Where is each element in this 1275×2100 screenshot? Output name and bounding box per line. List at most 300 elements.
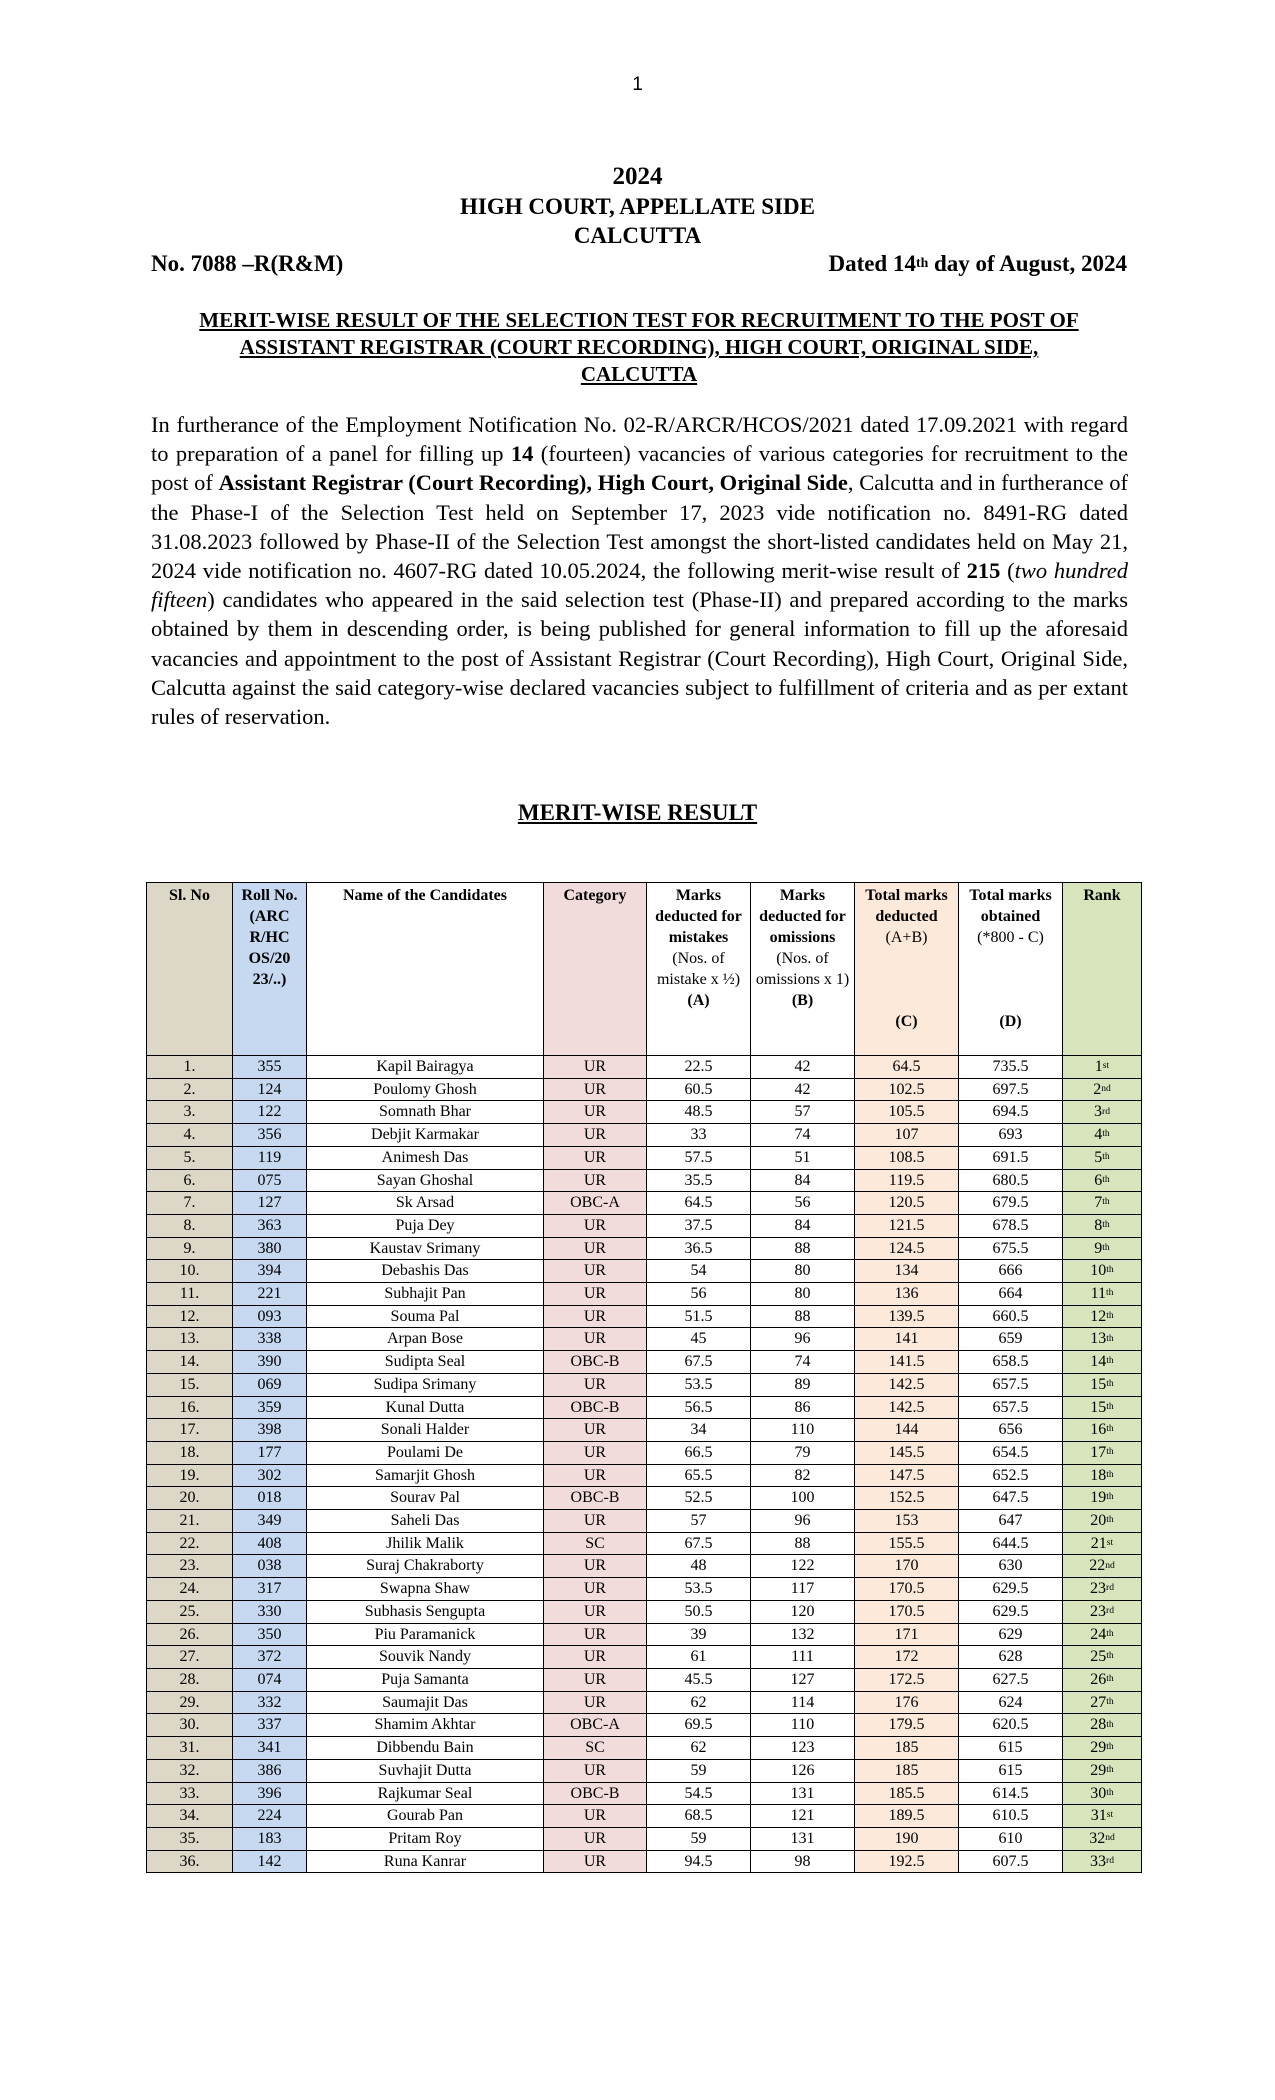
cell-category: UR (544, 1305, 647, 1328)
cell-roll: 221 (233, 1283, 307, 1306)
col-header-category: Category (544, 883, 647, 1056)
cell-roll: 338 (233, 1328, 307, 1351)
subject-line: MERIT-WISE RESULT OF THE SELECTION TEST FOR RECRUITMENT TO THE POST OF (199, 308, 1079, 332)
cell-sl: 6. (147, 1169, 233, 1192)
cell-sl: 12. (147, 1305, 233, 1328)
cell-roll: 075 (233, 1169, 307, 1192)
cell-category: UR (544, 1056, 647, 1079)
cell-sl: 23. (147, 1555, 233, 1578)
cell-total-deducted: 185 (855, 1737, 959, 1760)
table-row (147, 1782, 1142, 1805)
cell-category: OBC-B (544, 1782, 647, 1805)
table-row (147, 1805, 1142, 1828)
cell-roll: 355 (233, 1056, 307, 1079)
cell-total-obtained: 615 (959, 1737, 1063, 1760)
cell-name: Subhasis Sengupta (307, 1600, 544, 1623)
cell-rank: 7th (1063, 1192, 1142, 1215)
table-row (147, 1101, 1142, 1124)
cell-roll: 337 (233, 1714, 307, 1737)
cell-omissions: 79 (751, 1441, 855, 1464)
cell-roll: 372 (233, 1646, 307, 1669)
cell-mistakes: 67.5 (647, 1351, 751, 1374)
notice-paragraph: In furtherance of the Employment Notification No. 02-R/ARCR/HCOS/2021 dated 17.09.2021 with regard to preparation of a panel for filling up 14 (fourteen) vacancies of various categories for recruitment to the post of Assistant Registrar (Court Recording), High Court, Original Side, Calcutta and in furtherance of the Phase-I of the Selection Test held on September 17, 2023 vide notification no. 8491-RG dated 31.08.2023 followed by Phase-II of the Selection Test amongst the short-listed candidates held on May 21, 2024 vide notification no. 4607-RG dated 10.05.2024, the following merit-wise result of 215 (two hundred fifteen) candidates who appeared in the said selection test (Phase-II) and prepared according to the marks obtained by them in descending order, is being published for general information to fill up the aforesaid vacancies and appointment to the post of Assistant Registrar (Court Recording), High Court, Original Side, Calcutta against the said category-wise declared vacancies subject to fulfillment of criteria and as per extant rules of reservation. (151, 412, 1129, 730)
table-row (147, 1759, 1142, 1782)
cell-sl: 17. (147, 1419, 233, 1442)
cell-category: UR (544, 1124, 647, 1147)
cell-name: Saumajit Das (307, 1691, 544, 1714)
cell-omissions: 122 (751, 1555, 855, 1578)
cell-total-obtained: 652.5 (959, 1464, 1063, 1487)
table-row (147, 1623, 1142, 1646)
cell-rank: 30th (1063, 1782, 1142, 1805)
cell-sl: 28. (147, 1668, 233, 1691)
col-header-total-obtained: Total marks obtained (*800 - C) (D) (959, 883, 1063, 1056)
cell-rank: 23rd (1063, 1600, 1142, 1623)
cell-category: OBC-B (544, 1351, 647, 1374)
table-row (147, 1737, 1142, 1760)
cell-total-deducted: 145.5 (855, 1441, 959, 1464)
cell-rank: 28th (1063, 1714, 1142, 1737)
cell-mistakes: 53.5 (647, 1578, 751, 1601)
cell-omissions: 56 (751, 1192, 855, 1215)
cell-total-obtained: 660.5 (959, 1305, 1063, 1328)
cell-total-obtained: 654.5 (959, 1441, 1063, 1464)
cell-sl: 21. (147, 1510, 233, 1533)
table-row (147, 1510, 1142, 1533)
cell-rank: 8th (1063, 1214, 1142, 1237)
cell-total-obtained: 629.5 (959, 1600, 1063, 1623)
cell-name: Souma Pal (307, 1305, 544, 1328)
cell-name: Sourav Pal (307, 1487, 544, 1510)
cell-mistakes: 59 (647, 1759, 751, 1782)
cell-mistakes: 50.5 (647, 1600, 751, 1623)
cell-mistakes: 22.5 (647, 1056, 751, 1079)
cell-rank: 13th (1063, 1328, 1142, 1351)
cell-omissions: 120 (751, 1600, 855, 1623)
memo-number: No. 7088 –R(R&M) (151, 251, 344, 276)
cell-total-deducted: 134 (855, 1260, 959, 1283)
cell-rank: 12th (1063, 1305, 1142, 1328)
cell-name: Sudipta Seal (307, 1351, 544, 1374)
table-row (147, 1192, 1142, 1215)
cell-roll: 124 (233, 1078, 307, 1101)
cell-name: Debashis Das (307, 1260, 544, 1283)
cell-mistakes: 61 (647, 1646, 751, 1669)
cell-category: OBC-B (544, 1487, 647, 1510)
cell-category: UR (544, 1691, 647, 1714)
cell-total-deducted: 153 (855, 1510, 959, 1533)
cell-name: Jhilik Malik (307, 1532, 544, 1555)
table-row (147, 1555, 1142, 1578)
cell-sl: 11. (147, 1283, 233, 1306)
cell-sl: 13. (147, 1328, 233, 1351)
cell-rank: 4th (1063, 1124, 1142, 1147)
table-row (147, 1827, 1142, 1850)
table-row (147, 1078, 1142, 1101)
cell-category: UR (544, 1850, 647, 1873)
cell-rank: 10th (1063, 1260, 1142, 1283)
cell-rank: 1st (1063, 1056, 1142, 1079)
header-year: 2024 (612, 163, 663, 190)
cell-sl: 10. (147, 1260, 233, 1283)
cell-name: Sonali Halder (307, 1419, 544, 1442)
cell-sl: 26. (147, 1623, 233, 1646)
cell-mistakes: 57.5 (647, 1146, 751, 1169)
cell-omissions: 84 (751, 1169, 855, 1192)
cell-total-obtained: 610 (959, 1827, 1063, 1850)
cell-mistakes: 54.5 (647, 1782, 751, 1805)
cell-category: UR (544, 1759, 647, 1782)
cell-omissions: 131 (751, 1827, 855, 1850)
col-header-mistakes: Marks deducted for mistakes (Nos. of mistake x ½) (A) (647, 883, 751, 1056)
cell-total-obtained: 629 (959, 1623, 1063, 1646)
merit-table-body (147, 1056, 1142, 1873)
cell-total-obtained: 664 (959, 1283, 1063, 1306)
cell-sl: 33. (147, 1782, 233, 1805)
cell-omissions: 89 (751, 1373, 855, 1396)
cell-name: Somnath Bhar (307, 1101, 544, 1124)
cell-name: Samarjit Ghosh (307, 1464, 544, 1487)
table-row (147, 1260, 1142, 1283)
cell-sl: 34. (147, 1805, 233, 1828)
cell-mistakes: 36.5 (647, 1237, 751, 1260)
cell-rank: 17th (1063, 1441, 1142, 1464)
cell-roll: 127 (233, 1192, 307, 1215)
cell-roll: 330 (233, 1600, 307, 1623)
cell-roll: 018 (233, 1487, 307, 1510)
cell-total-deducted: 141 (855, 1328, 959, 1351)
cell-total-obtained: 607.5 (959, 1850, 1063, 1873)
table-row (147, 1487, 1142, 1510)
cell-category: UR (544, 1078, 647, 1101)
cell-total-deducted: 179.5 (855, 1714, 959, 1737)
cell-mistakes: 52.5 (647, 1487, 751, 1510)
cell-roll: 074 (233, 1668, 307, 1691)
cell-name: Swapna Shaw (307, 1578, 544, 1601)
table-row (147, 1464, 1142, 1487)
cell-category: UR (544, 1827, 647, 1850)
cell-rank: 3rd (1063, 1101, 1142, 1124)
table-row (147, 1532, 1142, 1555)
cell-mistakes: 66.5 (647, 1441, 751, 1464)
cell-mistakes: 54 (647, 1260, 751, 1283)
cell-omissions: 42 (751, 1078, 855, 1101)
cell-rank: 21st (1063, 1532, 1142, 1555)
table-row (147, 1237, 1142, 1260)
cell-total-obtained: 624 (959, 1691, 1063, 1714)
cell-category: UR (544, 1646, 647, 1669)
cell-mistakes: 56 (647, 1283, 751, 1306)
cell-rank: 22nd (1063, 1555, 1142, 1578)
cell-total-obtained: 678.5 (959, 1214, 1063, 1237)
cell-sl: 2. (147, 1078, 233, 1101)
cell-omissions: 123 (751, 1737, 855, 1760)
cell-omissions: 57 (751, 1101, 855, 1124)
cell-roll: 356 (233, 1124, 307, 1147)
cell-omissions: 100 (751, 1487, 855, 1510)
cell-name: Puja Samanta (307, 1668, 544, 1691)
cell-omissions: 111 (751, 1646, 855, 1669)
cell-mistakes: 69.5 (647, 1714, 751, 1737)
cell-omissions: 74 (751, 1351, 855, 1374)
cell-category: UR (544, 1600, 647, 1623)
cell-omissions: 86 (751, 1396, 855, 1419)
cell-rank: 33rd (1063, 1850, 1142, 1873)
cell-sl: 29. (147, 1691, 233, 1714)
cell-total-obtained: 659 (959, 1328, 1063, 1351)
cell-mistakes: 65.5 (647, 1464, 751, 1487)
cell-mistakes: 45 (647, 1328, 751, 1351)
cell-rank: 20th (1063, 1510, 1142, 1533)
cell-category: UR (544, 1146, 647, 1169)
cell-total-obtained: 630 (959, 1555, 1063, 1578)
cell-mistakes: 34 (647, 1419, 751, 1442)
cell-mistakes: 45.5 (647, 1668, 751, 1691)
cell-total-deducted: 192.5 (855, 1850, 959, 1873)
cell-name: Suvhajit Dutta (307, 1759, 544, 1782)
cell-mistakes: 68.5 (647, 1805, 751, 1828)
cell-roll: 380 (233, 1237, 307, 1260)
section-title: MERIT-WISE RESULT (517, 800, 758, 825)
cell-category: UR (544, 1510, 647, 1533)
cell-sl: 3. (147, 1101, 233, 1124)
cell-category: UR (544, 1169, 647, 1192)
cell-mistakes: 39 (647, 1623, 751, 1646)
table-row (147, 1328, 1142, 1351)
table-row (147, 1691, 1142, 1714)
cell-sl: 4. (147, 1124, 233, 1147)
col-header-omissions: Marks deducted for omissions (Nos. of omissions x 1) (B) (751, 883, 855, 1056)
cell-name: Rajkumar Seal (307, 1782, 544, 1805)
cell-rank: 29th (1063, 1737, 1142, 1760)
cell-omissions: 88 (751, 1237, 855, 1260)
cell-rank: 23rd (1063, 1578, 1142, 1601)
table-row (147, 1169, 1142, 1192)
table-row (147, 1146, 1142, 1169)
cell-category: UR (544, 1283, 647, 1306)
cell-omissions: 84 (751, 1214, 855, 1237)
subject-line: CALCUTTA (580, 362, 698, 386)
cell-category: UR (544, 1214, 647, 1237)
cell-total-deducted: 119.5 (855, 1169, 959, 1192)
cell-total-obtained: 675.5 (959, 1237, 1063, 1260)
cell-total-obtained: 679.5 (959, 1192, 1063, 1215)
cell-name: Souvik Nandy (307, 1646, 544, 1669)
cell-sl: 8. (147, 1214, 233, 1237)
cell-total-obtained: 735.5 (959, 1056, 1063, 1079)
cell-name: Pritam Roy (307, 1827, 544, 1850)
cell-total-deducted: 64.5 (855, 1056, 959, 1079)
cell-rank: 5th (1063, 1146, 1142, 1169)
cell-mistakes: 62 (647, 1737, 751, 1760)
cell-total-deducted: 170.5 (855, 1600, 959, 1623)
table-row (147, 1351, 1142, 1374)
cell-rank: 25th (1063, 1646, 1142, 1669)
cell-total-obtained: 610.5 (959, 1805, 1063, 1828)
cell-sl: 5. (147, 1146, 233, 1169)
col-header-rank: Rank (1063, 883, 1142, 1056)
cell-mistakes: 60.5 (647, 1078, 751, 1101)
cell-total-obtained: 694.5 (959, 1101, 1063, 1124)
cell-total-obtained: 656 (959, 1419, 1063, 1442)
cell-sl: 1. (147, 1056, 233, 1079)
cell-mistakes: 35.5 (647, 1169, 751, 1192)
cell-total-deducted: 171 (855, 1623, 959, 1646)
cell-sl: 27. (147, 1646, 233, 1669)
cell-omissions: 51 (751, 1146, 855, 1169)
table-row (147, 1578, 1142, 1601)
cell-name: Kapil Bairagya (307, 1056, 544, 1079)
header-court: HIGH COURT, APPELLATE SIDE (460, 194, 815, 219)
header-city: CALCUTTA (573, 223, 702, 248)
cell-total-deducted: 170.5 (855, 1578, 959, 1601)
cell-name: Gourab Pan (307, 1805, 544, 1828)
cell-total-obtained: 647 (959, 1510, 1063, 1533)
cell-roll: 386 (233, 1759, 307, 1782)
cell-omissions: 132 (751, 1623, 855, 1646)
cell-rank: 9th (1063, 1237, 1142, 1260)
cell-name: Suraj Chakraborty (307, 1555, 544, 1578)
cell-total-deducted: 147.5 (855, 1464, 959, 1487)
table-header-row (147, 883, 1142, 1056)
cell-total-deducted: 124.5 (855, 1237, 959, 1260)
memo-date: Dated 14th day of August, 2024 (828, 251, 1127, 276)
cell-rank: 24th (1063, 1623, 1142, 1646)
cell-name: Subhajit Pan (307, 1283, 544, 1306)
cell-rank: 32nd (1063, 1827, 1142, 1850)
cell-sl: 35. (147, 1827, 233, 1850)
cell-roll: 069 (233, 1373, 307, 1396)
cell-sl: 14. (147, 1351, 233, 1374)
cell-total-deducted: 121.5 (855, 1214, 959, 1237)
table-row (147, 1646, 1142, 1669)
col-header-total-deducted: Total marks deducted (A+B) (C) (855, 883, 959, 1056)
cell-total-deducted: 152.5 (855, 1487, 959, 1510)
cell-roll: 177 (233, 1441, 307, 1464)
cell-roll: 408 (233, 1532, 307, 1555)
cell-mistakes: 62 (647, 1691, 751, 1714)
cell-name: Poulami De (307, 1441, 544, 1464)
cell-roll: 390 (233, 1351, 307, 1374)
cell-mistakes: 53.5 (647, 1373, 751, 1396)
cell-total-obtained: 691.5 (959, 1146, 1063, 1169)
cell-omissions: 121 (751, 1805, 855, 1828)
cell-category: UR (544, 1419, 647, 1442)
cell-rank: 15th (1063, 1396, 1142, 1419)
col-header-sl: Sl. No (147, 883, 233, 1056)
cell-sl: 36. (147, 1850, 233, 1873)
cell-omissions: 80 (751, 1283, 855, 1306)
table-row (147, 1600, 1142, 1623)
cell-rank: 18th (1063, 1464, 1142, 1487)
cell-mistakes: 33 (647, 1124, 751, 1147)
cell-total-deducted: 172.5 (855, 1668, 959, 1691)
cell-sl: 16. (147, 1396, 233, 1419)
cell-category: UR (544, 1441, 647, 1464)
cell-mistakes: 64.5 (647, 1192, 751, 1215)
cell-omissions: 88 (751, 1532, 855, 1555)
cell-rank: 6th (1063, 1169, 1142, 1192)
cell-total-obtained: 614.5 (959, 1782, 1063, 1805)
cell-rank: 26th (1063, 1668, 1142, 1691)
cell-omissions: 117 (751, 1578, 855, 1601)
col-header-name: Name of the Candidates (307, 883, 544, 1056)
cell-omissions: 74 (751, 1124, 855, 1147)
cell-omissions: 126 (751, 1759, 855, 1782)
cell-category: UR (544, 1805, 647, 1828)
cell-total-obtained: 666 (959, 1260, 1063, 1283)
cell-roll: 093 (233, 1305, 307, 1328)
cell-roll: 396 (233, 1782, 307, 1805)
cell-omissions: 88 (751, 1305, 855, 1328)
cell-omissions: 42 (751, 1056, 855, 1079)
cell-sl: 25. (147, 1600, 233, 1623)
cell-category: UR (544, 1260, 647, 1283)
cell-category: UR (544, 1555, 647, 1578)
cell-roll: 349 (233, 1510, 307, 1533)
cell-name: Animesh Das (307, 1146, 544, 1169)
cell-mistakes: 57 (647, 1510, 751, 1533)
cell-name: Puja Dey (307, 1214, 544, 1237)
cell-roll: 224 (233, 1805, 307, 1828)
cell-sl: 32. (147, 1759, 233, 1782)
cell-total-obtained: 693 (959, 1124, 1063, 1147)
cell-sl: 30. (147, 1714, 233, 1737)
cell-omissions: 80 (751, 1260, 855, 1283)
cell-sl: 31. (147, 1737, 233, 1760)
cell-total-obtained: 657.5 (959, 1396, 1063, 1419)
cell-total-deducted: 142.5 (855, 1396, 959, 1419)
cell-total-deducted: 107 (855, 1124, 959, 1147)
cell-sl: 9. (147, 1237, 233, 1260)
cell-roll: 317 (233, 1578, 307, 1601)
cell-roll: 183 (233, 1827, 307, 1850)
cell-name: Arpan Bose (307, 1328, 544, 1351)
cell-roll: 359 (233, 1396, 307, 1419)
cell-category: UR (544, 1668, 647, 1691)
cell-total-deducted: 141.5 (855, 1351, 959, 1374)
table-row (147, 1373, 1142, 1396)
cell-name: Dibbendu Bain (307, 1737, 544, 1760)
cell-total-deducted: 185.5 (855, 1782, 959, 1805)
cell-rank: 14th (1063, 1351, 1142, 1374)
cell-total-obtained: 680.5 (959, 1169, 1063, 1192)
cell-roll: 332 (233, 1691, 307, 1714)
cell-total-deducted: 136 (855, 1283, 959, 1306)
table-row (147, 1056, 1142, 1079)
cell-sl: 7. (147, 1192, 233, 1215)
cell-total-deducted: 185 (855, 1759, 959, 1782)
cell-rank: 31st (1063, 1805, 1142, 1828)
cell-name: Shamim Akhtar (307, 1714, 544, 1737)
cell-omissions: 110 (751, 1419, 855, 1442)
cell-roll: 302 (233, 1464, 307, 1487)
table-row (147, 1396, 1142, 1419)
cell-roll: 394 (233, 1260, 307, 1283)
col-header-roll: Roll No. (ARC R/HC OS/20 23/..) (233, 883, 307, 1056)
table-row (147, 1214, 1142, 1237)
cell-rank: 27th (1063, 1691, 1142, 1714)
cell-roll: 350 (233, 1623, 307, 1646)
cell-mistakes: 37.5 (647, 1214, 751, 1237)
cell-sl: 24. (147, 1578, 233, 1601)
page-number: 1 (632, 74, 643, 95)
cell-rank: 16th (1063, 1419, 1142, 1442)
cell-total-obtained: 644.5 (959, 1532, 1063, 1555)
cell-mistakes: 94.5 (647, 1850, 751, 1873)
table-row (147, 1441, 1142, 1464)
cell-sl: 15. (147, 1373, 233, 1396)
